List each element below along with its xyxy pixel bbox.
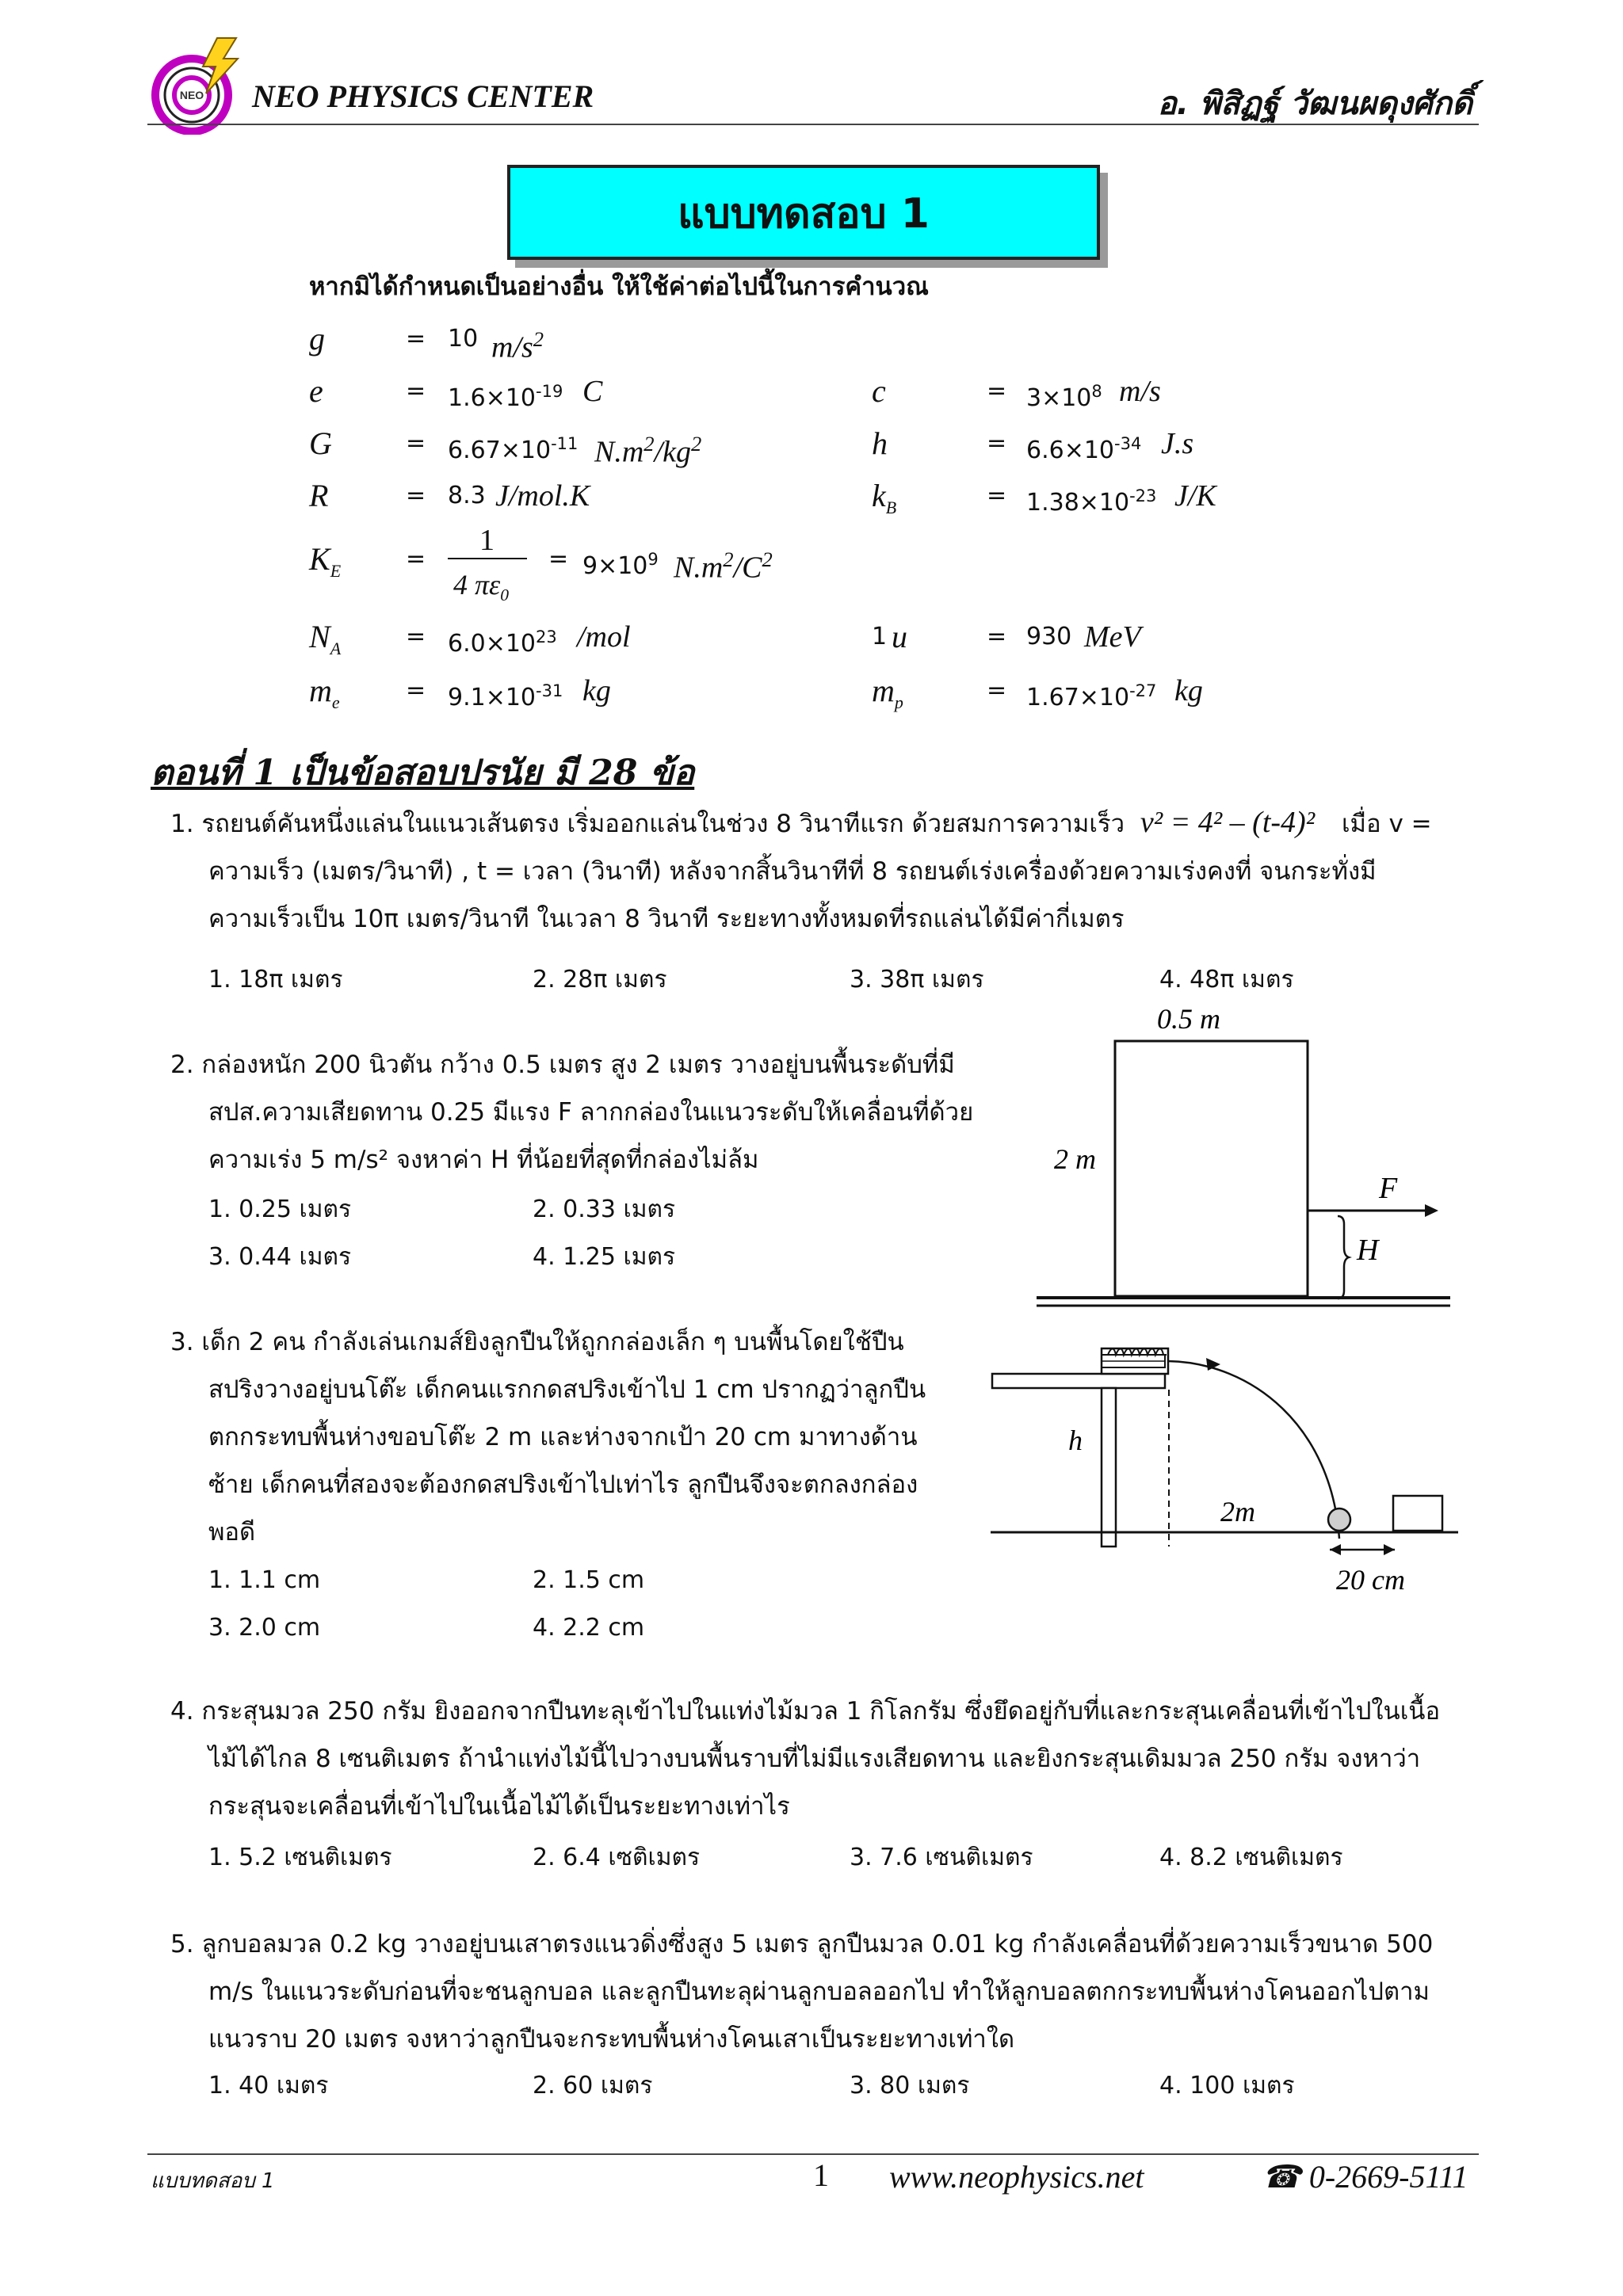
question-5: 5. ลูกบอลมวล 0.2 kg วางอยู่บนเสาตรงแนวดิ่งซึ่งสูง 5 เมตร ลูกปืนมวล 0.01 kg กำลังเคลื่อนที่ด้วยความเร็วขนาด 500 m/s ในแนวระดับก่อนที่จะชนลูกบอล และลูกปืนทะลุผ่านลูกบอลออกไป ทำให้ลูกบอลตกกระทบพื้นห่างโคนออกไปตาม แนวราบ 20 เมตร จงหาว่าลูกปืนจะกระทบพื้นห่างโคนเสาเป็นระยะทางเท่าใด <box>170 1930 1434 2054</box>
q5-option-3[interactable]: 3. 80 เมตร <box>850 2072 970 2100</box>
q5-option-1[interactable]: 1. 40 เมตร <box>208 2072 329 2100</box>
h-label: H <box>1357 1234 1379 1267</box>
q3-option-1[interactable]: 1. 1.1 cm <box>208 1566 321 1594</box>
q4-option-4[interactable]: 4. 8.2 เซนติเมตร <box>1159 1844 1343 1871</box>
force-label: F <box>1379 1172 1398 1205</box>
neo-logo <box>147 32 250 135</box>
q3-option-2[interactable]: 2. 1.5 cm <box>533 1566 645 1594</box>
section-title: ตอนที่ 1 เป็นข้อสอบปรนัย มี 28 ข้อ <box>151 753 695 793</box>
const-row-NA-u: $N_A$ = $6.0\times 10^{23}$ /mol 1 u = 930 MeV <box>309 619 1141 658</box>
q2-option-2[interactable]: 2. 0.33 เมตร <box>533 1196 676 1223</box>
h-brace <box>1338 1216 1349 1299</box>
page-title: แบบทดสอบ 1 <box>507 165 1100 260</box>
width-label: 0.5 m <box>1157 1003 1220 1035</box>
const-row-me-mp: $m_e$ = $9.1\times 10^{-31}$ kg $m_p$ = $1.67\times 10^{-27}$ kg <box>309 673 1203 712</box>
h-label: h <box>1068 1425 1083 1456</box>
footer-phone: ☎ 0-2669-5111 <box>1262 2159 1468 2195</box>
table-leg <box>1102 1388 1116 1547</box>
const-row-g: g = 10 $m/s^2$ <box>309 321 544 364</box>
target-box <box>1393 1496 1442 1531</box>
center-name: NEO PHYSICS CENTER <box>252 78 594 114</box>
ball <box>1328 1508 1350 1531</box>
const-row-KE: $K_E$ = 1 4 $\pi\varepsilon_0$ = $9\times 10^9$ $N.m^2/C^2$ <box>309 524 773 605</box>
const-row-G-h: G = $6.67\times 10^{-11}$ $N.m^2/kg^2$ h = $6.6\times 10^{-34}$ J.s <box>309 425 1194 469</box>
question-3: 3. เด็ก 2 คน กำลังเล่นเกมส์ยิงลูกปืนให้ถูกกล่องเล็ก ๆ บนพื้นโดยใช้ปืน สปริงวางอยู่บนโต๊ะ เด็กคนแรกกดสปริงเข้าไป 1 cm ปรากฏว่าลูกปืน ตกกระทบพื้นห่างขอบโต๊ะ 2 m และห่างจากเป้า 20 cm มาทางด้าน ซ้าย เด็กคนที่สองจะต้องกดสปริงเข้าไปเท่าไร ลูกปืนจึงจะตกลงกล่อง พอดี <box>170 1328 926 1547</box>
q2-option-3[interactable]: 3. 0.44 เมตร <box>208 1243 352 1271</box>
footer-rule <box>147 2153 1479 2155</box>
footer-website[interactable]: www.neophysics.net <box>889 2159 1144 2195</box>
q1-option-3[interactable]: 3. 38π เมตร <box>850 966 984 994</box>
dist-label: 2m <box>1220 1496 1255 1527</box>
height-label: 2 m <box>1054 1143 1096 1175</box>
question-2: 2. กล่องหนัก 200 นิวตัน กว้าง 0.5 เมตร สูง 2 เมตร วางอยู่บนพื้นระดับที่มี สปส.ความเสียดทาน 0.25 มีแรง F ลากกล่องในแนวระดับให้เคลื่อนที่ด้วย ความเร่ง 5 m/s² จงหาค่า H ที่น้อยที่สุดที่กล่องไม่ล้ม <box>170 1051 974 1174</box>
q2-option-4[interactable]: 4. 1.25 เมตร <box>533 1243 676 1271</box>
q3-option-4[interactable]: 4. 2.2 cm <box>533 1614 645 1642</box>
q1-option-4[interactable]: 4. 48π เมตร <box>1159 966 1294 994</box>
logo-text: NEO <box>179 89 204 101</box>
box-force-figure <box>1030 998 1474 1315</box>
q2-option-1[interactable]: 1. 0.25 เมตร <box>208 1196 352 1223</box>
page-number: 1 <box>813 2157 829 2193</box>
q3-option-3[interactable]: 3. 2.0 cm <box>208 1614 321 1642</box>
q5-option-2[interactable]: 2. 60 เมตร <box>533 2072 653 2100</box>
q4-option-1[interactable]: 1. 5.2 เซนติเมตร <box>208 1844 392 1871</box>
question-4: 4. กระสุนมวล 250 กรัม ยิงออกจากปืนทะลุเข้าไปในแท่งไม้มวล 1 กิโลกรัม ซึ่งยึดอยู่กับที่และกระสุนเคลื่อนที่เข้าไปในเนื้อ ไม้ได้ไกล 8 เซนติเมตร ถ้านำแท่งไม้นี้ไปวางบนพื้นราบที่ไม่มีแรงเสียดทาน และยิงกระสุนเดิมมวล 250 กรัม จงหาว่า กระสุนจะเคลื่อนที่เข้าไปในเนื้อไม้ได้เป็นระยะทางเท่าไร <box>170 1697 1441 1821</box>
const-row-R-kB: R = 8.3 J/mol.K $k_B$ = $1.38\times 10^{-23}$ J/K <box>309 478 1216 517</box>
q1-option-2[interactable]: 2. 28π เมตร <box>533 966 667 994</box>
q4-option-2[interactable]: 2. 6.4 เซติเมตร <box>533 1844 701 1871</box>
footer-left: แบบทดสอบ 1 <box>151 2169 275 2193</box>
box-shape <box>1115 1041 1308 1296</box>
header-rule <box>147 124 1479 125</box>
table-top <box>992 1374 1165 1388</box>
const-row-e-c: e = $1.6\times 10^{-19}$ C c = $3\times 10^8$ m/s <box>309 373 1161 412</box>
constants-intro: หากมิได้กำหนดเป็นอย่างอื่น ให้ใช้ค่าต่อไปนี้ในการคำนวณ <box>309 273 929 301</box>
spring-gun-figure <box>991 1331 1466 1608</box>
q5-option-4[interactable]: 4. 100 เมตร <box>1159 2072 1295 2100</box>
q4-option-3[interactable]: 3. 7.6 เซนติเมตร <box>850 1844 1033 1871</box>
q1-option-1[interactable]: 1. 18π เมตร <box>208 966 343 994</box>
teacher-name: อ. พิสิฏฐ์ วัฒนผดุงศักดิ์ <box>1157 86 1472 122</box>
miss-label: 20 cm <box>1336 1564 1405 1596</box>
question-1: 1. รถยนต์คันหนึ่งแล่นในแนวเส้นตรง เริ่มออกแล่นในช่วง 8 วินาทีแรก ด้วยสมการความเร็ว v² = 4² – (t-4)² เมื่อ v = ความเร็ว (เมตร/วินาที) , t = เวลา (วินาที) หลังจากสิ้นวินาทีที่ 8 รถยนต์เร่งเครื่องด้วยความเร่งคงที่ จนกระทั่งมี ความเร็วเป็น 10π เมตร/วินาที ในเวลา 8 วินาที ระยะทางทั้งหมดที่รถแล่นได้มีค่ากี่เมตร <box>170 806 1432 933</box>
